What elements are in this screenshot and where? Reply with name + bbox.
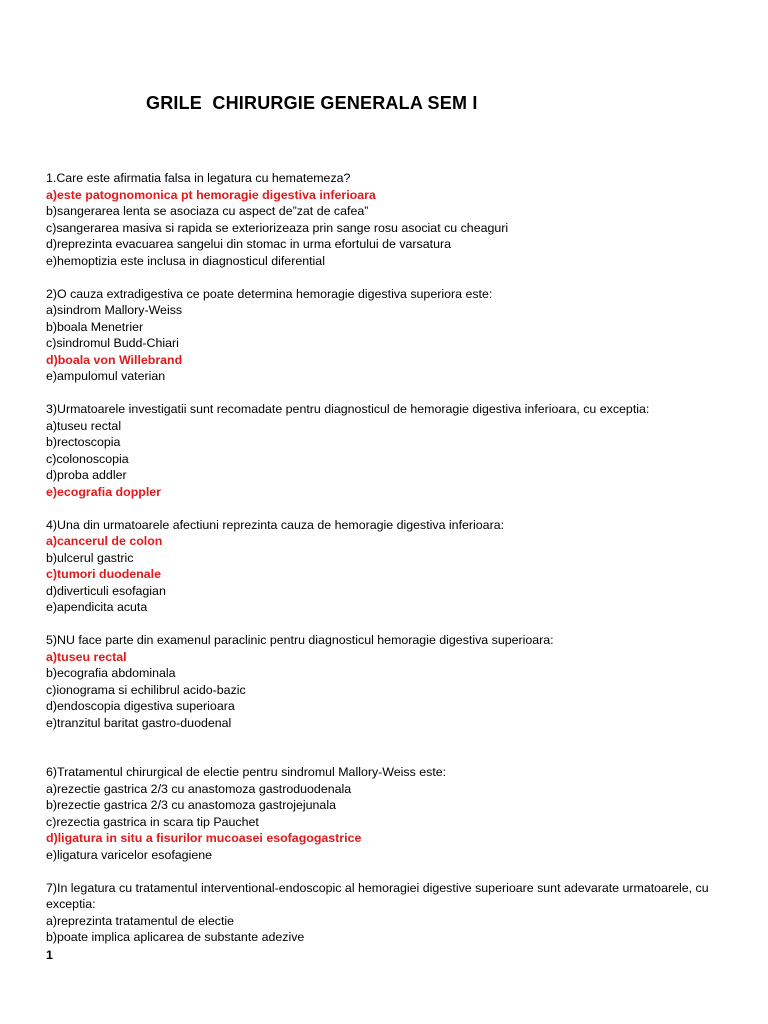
- question-text: 7)In legatura cu tratamentul interventional-endoscopic al hemoragiei digestive superioare sunt adevarate urmatoarele, cu exceptia:: [46, 880, 709, 911]
- answer-option: a)rezectie gastrica 2/3 cu anastomoza gastroduodenala: [46, 781, 352, 796]
- question-block: [46, 880, 746, 946]
- answer-option: b)sangerarea lenta se asociaza cu aspect de”zat de cafea”: [46, 204, 369, 218]
- answer-option: b)rectoscopia: [46, 435, 121, 449]
- answer-option-correct: c)tumori duodenale: [46, 567, 161, 581]
- answer-option: e)ampulomul vaterian: [46, 369, 166, 383]
- answer-option: c)colonoscopia: [46, 451, 129, 466]
- question-block: [46, 286, 746, 385]
- answer-option: c)sangerarea masiva si rapida se exteriorizeaza prin sange rosu asociat cu cheaguri: [46, 220, 509, 235]
- question-text: 1.Care este afirmatia falsa in legatura cu hematemeza?: [46, 171, 351, 185]
- answer-option: b)poate implica aplicarea de substante adezive: [46, 930, 305, 944]
- question-block: [46, 517, 746, 616]
- answer-option: a)tuseu rectal: [46, 418, 122, 433]
- answer-option-correct: a)este patognomonica pt hemoragie digestiva inferioara: [46, 187, 376, 202]
- answer-option: d)endoscopia digestiva superioara: [46, 699, 235, 713]
- question-text: 3)Urmatoarele investigatii sunt recomadate pentru diagnosticul de hemoragie digestiva inferioara, cu exceptia:: [46, 402, 650, 416]
- answer-option: a)sindrom Mallory-Weiss: [46, 303, 183, 317]
- question-block: [46, 764, 746, 863]
- answer-option: b)ulcerul gastric: [46, 550, 134, 565]
- answer-option: e)hemoptizia este inclusa in diagnosticul diferential: [46, 253, 325, 268]
- answer-option: e)ligatura varicelor esofagiene: [46, 847, 212, 862]
- answer-option-correct: a)cancerul de colon: [46, 534, 163, 548]
- answer-option-correct: d)boala von Willebrand: [46, 352, 183, 367]
- question-text: 2)O cauza extradigestiva ce poate determina hemoragie digestiva superiora este:: [46, 286, 493, 301]
- question-block: [46, 170, 746, 269]
- page-number: 1: [46, 948, 53, 962]
- answer-option-correct: e)ecografia doppler: [46, 484, 161, 499]
- answer-option: c)rezectia gastrica in scara tip Pauchet: [46, 814, 259, 829]
- answer-option: b)rezectie gastrica 2/3 cu anastomoza gastrojejunala: [46, 798, 336, 812]
- answer-option: d)reprezinta evacuarea sangelui din stomac in urma efortului de varsatura: [46, 237, 451, 251]
- question-text: 6)Tratamentul chirurgical de electie pentru sindromul Mallory-Weiss este:: [46, 765, 447, 779]
- answer-option: d)diverticuli esofagian: [46, 583, 166, 598]
- question-text: 5)NU face parte din examenul paraclinic pentru diagnosticul hemoragie digestiva superioara:: [46, 633, 554, 647]
- answer-option-correct: a)tuseu rectal: [46, 649, 127, 664]
- answer-option: e)apendicita acuta: [46, 600, 148, 614]
- answer-option-correct: d)ligatura in situ a fisurilor mucoasei esofagogastrice: [46, 831, 362, 845]
- answer-option: e)tranzitul baritat gastro-duodenal: [46, 715, 232, 730]
- answer-option: c)ionograma si echilibrul acido-bazic: [46, 682, 246, 697]
- answer-option: c)sindromul Budd-Chiari: [46, 336, 179, 350]
- answer-option: a)reprezinta tratamentul de electie: [46, 913, 235, 928]
- question-block: [46, 401, 746, 500]
- answer-option: d)proba addler: [46, 468, 127, 482]
- question-block: [46, 632, 746, 731]
- answer-option: b)boala Menetrier: [46, 319, 144, 334]
- document-title: GRILE CHIRURGIE GENERALA SEM I: [146, 93, 478, 113]
- question-text: 4)Una din urmatoarele afectiuni reprezinta cauza de hemoragie digestiva inferioara:: [46, 517, 505, 532]
- answer-option: b)ecografia abdominala: [46, 666, 176, 680]
- questions-list: [46, 170, 746, 946]
